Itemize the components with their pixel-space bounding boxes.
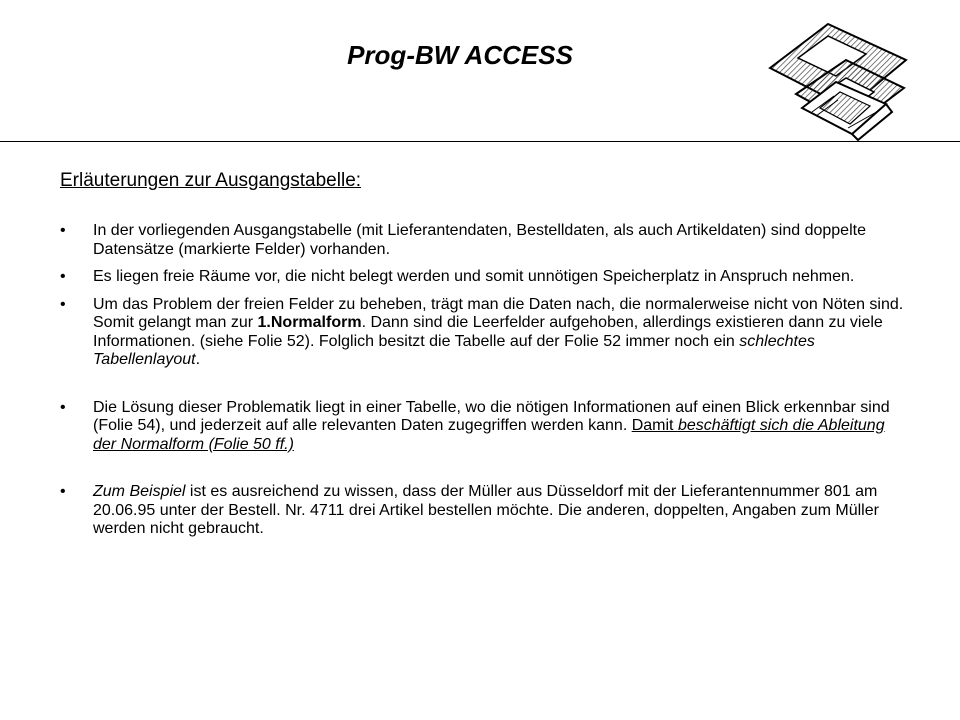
bullet-marker: • bbox=[60, 295, 66, 313]
list-item bbox=[60, 296, 910, 370]
bullet-text: Um das Problem der freien Felder zu beheben, trägt man die Daten nach, die normalerweise nicht von Nöten sind. Somit gelangt man zur bbox=[93, 295, 904, 331]
bullet-marker: • bbox=[60, 268, 66, 285]
bullet-text: Es liegen freie Räume vor, die nicht belegt werden und somit unnötigen Speicherplatz in Anspruch nehmen. bbox=[93, 268, 855, 285]
list-item bbox=[60, 399, 910, 455]
page-title: Prog-BW ACCESS bbox=[347, 40, 573, 70]
header-divider bbox=[0, 141, 960, 142]
bullet-marker: • bbox=[60, 222, 66, 239]
italic-term: schlechtes Tabellenlayout bbox=[93, 332, 815, 368]
bullet-marker: • bbox=[60, 398, 66, 416]
bullet-text: . Dann sind die Leerfelder aufgehoben, allerdings existieren dann zu viele Informationen. (siehe Folie 52). Folglich besitzt die Tabelle auf der Folie 52 immer noch ein bbox=[93, 314, 883, 350]
underlined-italic-text: beschäftigt sich die Ableitung der Normalform (Folie 50 ff.) bbox=[93, 417, 885, 453]
bullet-text: . bbox=[195, 351, 201, 368]
bold-term: 1.Normalform bbox=[257, 314, 362, 331]
bullet-list bbox=[60, 222, 910, 548]
floppy-disks-icon bbox=[762, 16, 914, 144]
bullet-text: Die Lösung dieser Problematik liegt in einer Tabelle, wo die nötigen Informationen auf einen Blick erkennbar sind (Folie 54), und jederzeit auf alle relevanten Daten zugegriffen werden kann. bbox=[93, 398, 890, 434]
bullet-text: ist es ausreichend zu wissen, dass der Müller aus Düsseldorf mit der Lieferantennummer 801 am 20.06.95 unter der Bestell. Nr. 4711 drei Artikel bestellen möchte. Die anderen, doppelten, Angaben zum Müller werden nicht gebraucht. bbox=[93, 483, 879, 537]
italic-term: Zum Beispiel bbox=[93, 483, 186, 500]
list-item bbox=[60, 222, 910, 259]
bullet-text: In der vorliegenden Ausgangstabelle (mit Lieferantendaten, Bestelldaten, als auch Artikeldaten) sind doppelte Datensätze (markierte Felder) vorhanden. bbox=[93, 222, 866, 258]
section-heading: Erläuterungen zur Ausgangstabelle: bbox=[60, 170, 362, 191]
list-item bbox=[60, 483, 910, 539]
bullet-marker: • bbox=[60, 483, 66, 500]
list-item bbox=[60, 268, 910, 287]
underlined-text: Damit bbox=[631, 417, 678, 434]
